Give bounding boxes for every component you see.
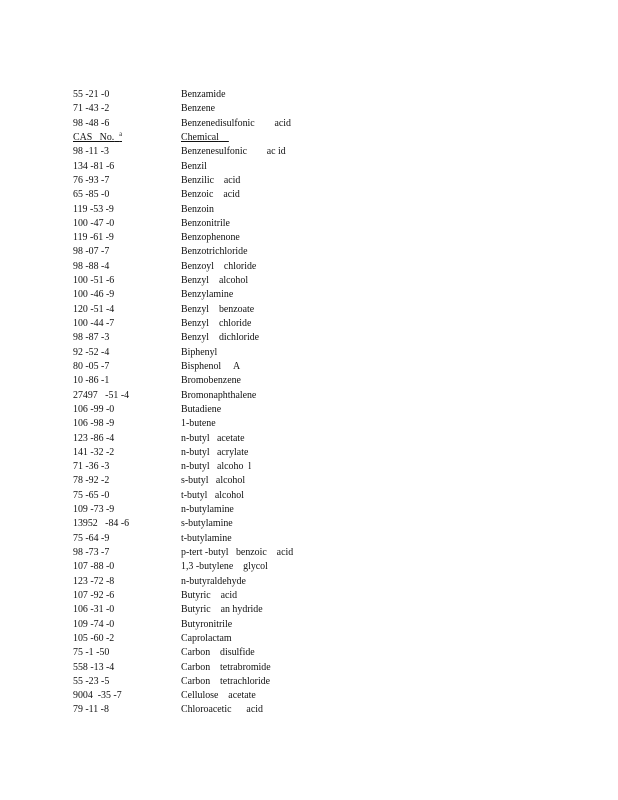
cas-number: 107 -88 -0 [73,560,115,573]
chemical-name: Caprolactam [181,631,232,644]
chemical-name: Benzyl dichloride [181,331,260,344]
chemical-name: Benzyl chloride [181,317,252,329]
chemical-name: Benzoic acid [181,188,240,201]
cas-number: 75 -64 -9 [73,531,110,544]
table-row [73,702,343,716]
chemical-name: Benzotrichloride [181,245,248,258]
table-row [73,588,343,602]
table-row [73,259,343,273]
cas-number: 79 -11 -8 [73,703,109,716]
chemical-name: Benzylamine [181,288,234,301]
cas-number: 107 -92 -6 [73,588,115,601]
cas-number: 106 -31 -0 [73,603,115,616]
table-row [73,330,343,344]
chemical-name: Benzyl alcohol [181,274,249,287]
cas-number: 75 -65 -0 [73,488,110,501]
chemical-name: Chloroacetic acid [181,703,263,716]
cas-number: 9004 -35 -7 [73,689,122,702]
table-row [73,688,343,702]
cas-number: 65 -85 -0 [73,188,110,201]
chemical-name: Carbon tetrachloride [181,674,271,687]
cas-number: 558 -13 -4 [73,660,115,673]
cas-number: 105 -60 -2 [73,631,115,644]
chemical-name: Bromobenzene [181,374,241,387]
cas-number: 98 -48 -6 [73,116,110,129]
chemical-name: 1-butene [181,417,216,430]
table-row [73,273,343,287]
cas-number: 100 -47 -0 [73,216,115,229]
chemical-name: s-butylamine [181,517,233,530]
cas-number: 71 -36 -3 [73,460,110,473]
chemical-name: Bromonaphthalene [181,388,257,401]
chemical-name: n-butyl acetate [181,431,245,444]
chemical-name: Carbon disulfide [181,646,255,659]
table-row [73,388,343,402]
chemical-name: Benzoyl chloride [181,259,257,272]
cas-number: 123 -72 -8 [73,574,115,587]
chemical-name: Carbon tetrabromide [181,660,271,673]
table-row [73,287,343,301]
table-row [73,302,343,316]
chemical-name: Benzophenone [181,231,240,244]
cas-number: 100 -44 -7 [73,317,115,329]
chemical-name: Benzilic acid [181,173,241,186]
chemical-name: n-butyl acrylate [181,445,249,458]
cas-number: 100 -51 -6 [73,274,115,287]
cas-number: 55 -23 -5 [73,674,110,687]
chemical-name: n-butylamine [181,503,234,516]
chemical-name: Benzyl benzoate [181,302,255,315]
cas-number: 109 -74 -0 [73,617,115,630]
chemical-name: Butyric an hydride [181,603,263,616]
chemical-name: Butyric acid [181,588,238,601]
cas-number: 134 -81 -6 [73,159,115,172]
cas-number: 100 -46 -9 [73,288,115,301]
table-row [73,359,343,373]
cas-header-label: CAS No. [73,130,115,143]
chemical-name: t-butylamine [181,531,232,544]
cas-number: 75 -1 -50 [73,646,110,659]
table-row [73,116,343,130]
table-row [73,631,343,645]
chemical-name: Benzonitrile [181,216,230,229]
table-row [73,431,343,445]
chemical-name: t-butyl alcohol [181,488,244,501]
cas-number: 106 -99 -0 [73,402,115,415]
table-row [73,502,343,516]
cas-number: 109 -73 -9 [73,503,115,516]
table-row [73,216,343,230]
chemical-name: Benzil [181,159,207,172]
table-row [73,559,343,573]
cas-number: 13952 -84 -6 [73,517,130,530]
cas-column-header [73,130,181,144]
cas-number: 98 -73 -7 [73,546,110,558]
chemical-name: Benzoin [181,202,215,215]
chemical-name: Benzene [181,102,216,115]
cas-number: 76 -93 -7 [73,173,110,186]
cas-number: 141 -32 -2 [73,445,115,458]
chemical-name: Benzenedisulfonic acid [181,116,291,129]
chemical-name: 1,3 -butylene glycol [181,560,268,573]
table-row [73,516,343,530]
table-row [73,402,343,416]
chemical-name: Bisphenol A [181,359,241,372]
table-row [73,316,343,330]
table-body [73,144,373,717]
cas-number: 106 -98 -9 [73,417,115,430]
cas-number: 98 -07 -7 [73,245,110,258]
table-row [73,373,343,387]
table-row [73,416,343,430]
table-row [73,87,343,101]
chemical-name: Butyronitrile [181,617,233,630]
table-row [73,159,343,173]
cas-number: 71 -43 -2 [73,102,110,115]
chemical-name: Benzenesulfonic ac id [181,145,286,158]
table-row [73,187,343,201]
table-row [73,545,343,559]
chemical-name: Biphenyl [181,345,218,358]
chemical-name: n-butyraldehyde [181,574,246,587]
footnote-marker: a [119,129,123,138]
chemical-column-header [181,130,343,144]
cas-number: 27497 -51 -4 [73,388,130,401]
cas-number: 120 -51 -4 [73,302,115,315]
cas-number: 10 -86 -1 [73,374,110,387]
cas-number: 119 -61 -9 [73,231,114,244]
table-row [73,345,343,359]
cas-number: 80 -05 -7 [73,359,110,372]
table-row [73,144,343,158]
chemical-name: n-butyl alcoho l [181,460,252,473]
table-row [73,459,343,473]
chemical-name: Butadiene [181,402,222,415]
table-row [73,445,343,459]
table-row [73,473,343,487]
cas-number: 92 -52 -4 [73,345,110,358]
table-row [73,602,343,616]
table-row [73,230,343,244]
cas-number: 123 -86 -4 [73,431,115,444]
table-row [73,101,343,115]
table-row [73,244,343,258]
table-row [73,617,343,631]
cas-number: 55 -21 -0 [73,88,110,100]
cas-number: 98 -11 -3 [73,145,109,158]
table-row [73,660,343,674]
cas-chemical-table [73,87,373,717]
chemical-header-label: Chemical [181,130,219,143]
table-row [73,574,343,588]
chemical-name: p-tert -butyl benzoic acid [181,546,294,558]
table-row [73,202,343,216]
chemical-name: Cellulose acetate [181,689,256,702]
table-header-row [73,130,343,144]
cas-number: 78 -92 -2 [73,474,110,487]
cas-number: 119 -53 -9 [73,202,114,215]
cas-number: 98 -87 -3 [73,331,110,344]
table-row [73,674,343,688]
chemical-name: Benzamide [181,88,226,100]
table-row [73,173,343,187]
chemical-name: s-butyl alcohol [181,474,246,487]
table-row [73,488,343,502]
cas-number: 98 -88 -4 [73,259,110,272]
table-row [73,645,343,659]
table-row [73,531,343,545]
